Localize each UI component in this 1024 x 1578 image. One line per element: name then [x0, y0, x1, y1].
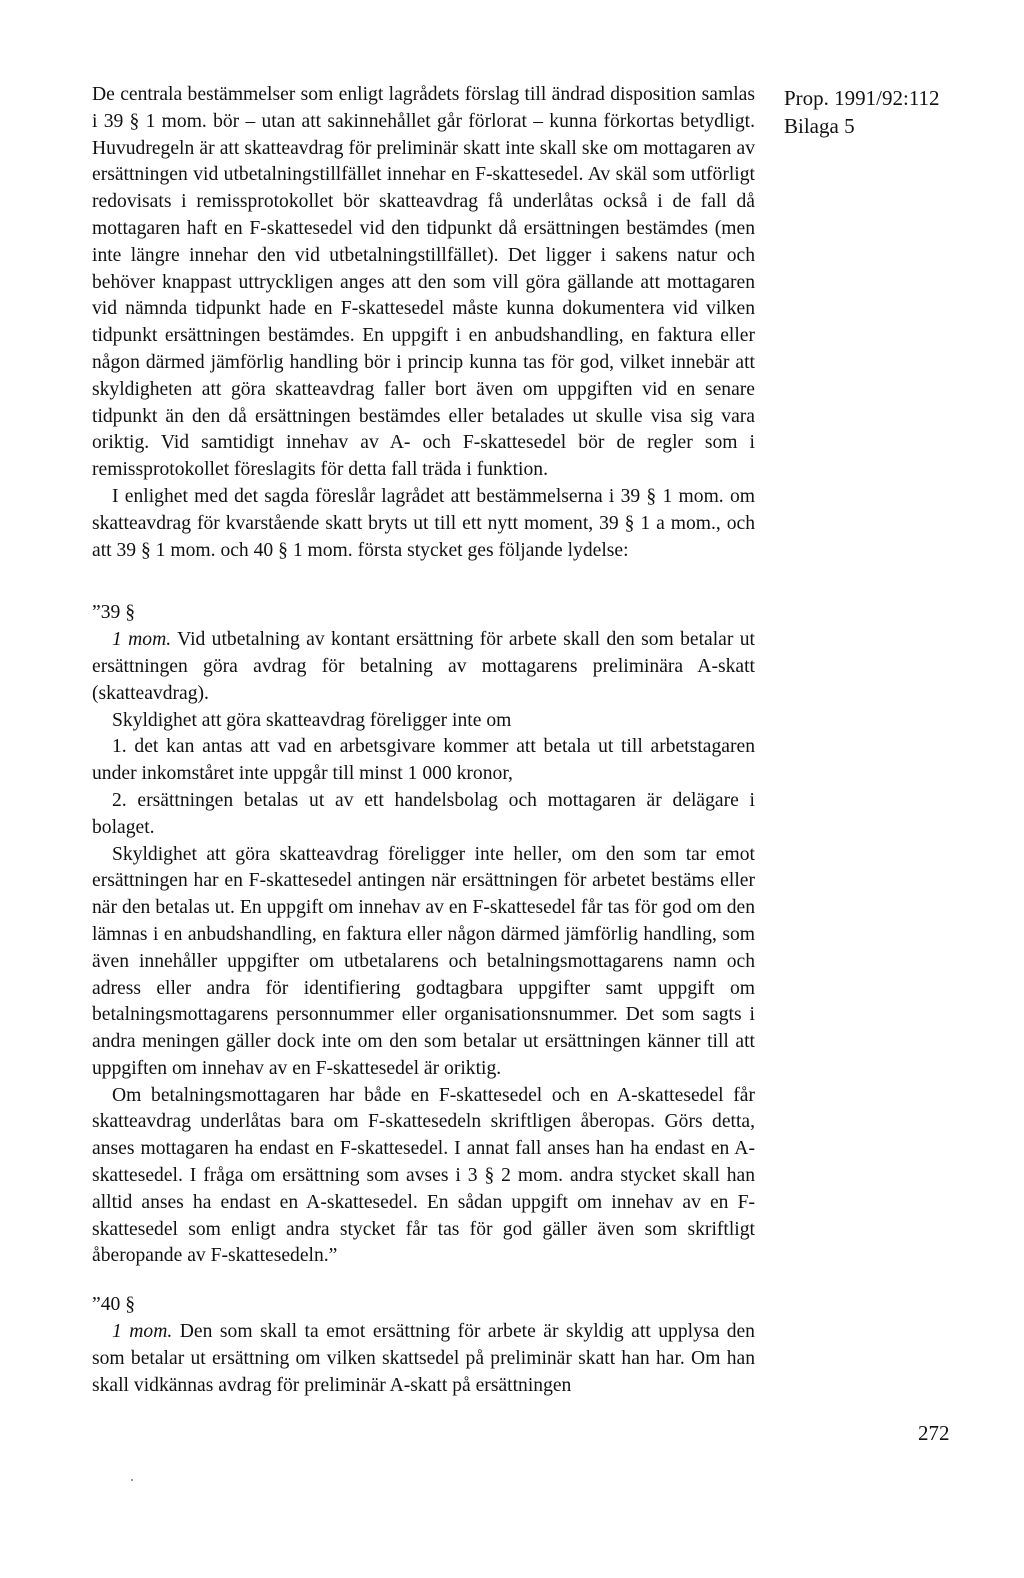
quote39-paragraph-3: Skyldighet att göra skatteavdrag föreligger inte heller, om den som tar emot ersättningen har en F-skattesedel antingen när ersättningen för arbetet bestäms eller när den betalas ut. En uppgift om innehav av en F-skattesedel får tas för god om den lämnas i en anbudshandling, en faktura eller någon därmed jämförlig handling, som även innehåller uppgifter om utbetalarens och betalningsmottagarens namn och adress eller andra för identifiering godtagbara uppgifter samt uppgift om betalningsmottagarens personnummer eller organisationsnummer. Det som sagts i andra meningen gäller dock inte om den som betalar ut ersättningen känner till att uppgiften om innehav av en F-skattesedel är oriktig.: [92, 843, 755, 1079]
scan-speck: [130, 1478, 134, 1482]
section-heading-39: ”39 §: [92, 602, 135, 624]
body-paragraph-2: I enlighet med det sagda föreslår lagrådet att bestämmelserna i 39 § 1 mom. om skatteavdrag för kvarstående skatt bryts ut till ett nytt moment, 39 § 1 a mom., och att 39 § 1 mom. och 40 § 1 mom. första stycket ges följande lydelse:: [92, 485, 755, 561]
quoted-section-40: [92, 1292, 755, 1399]
quote39-paragraph-1-text: Vid utbetalning av kontant ersättning för arbete skall den som betalar ut ersättningen göra avdrag för betalning av mottagarens preliminära A-skatt (skatteavdrag).: [92, 629, 755, 704]
quote39-paragraph-2: Skyldighet att göra skatteavdrag föreligger inte om: [112, 709, 512, 731]
proposition-number: Prop. 1991/92:112: [784, 86, 940, 110]
quote39-paragraph-4: Om betalningsmottagaren har både en F-skattesedel och en A-skattesedel får skatteavdrag underlåtas bara om F-skattesedeln skriftligen åberopas. Görs detta, anses mottagaren ha endast en F-skattesedel. I annat fall anses han ha endast en A-skattesedel. I fråga om ersättning som avses i 3 § 2 mom. andra stycket skall han alltid anses ha endast en A-skattesedel. En sådan uppgift om innehav av en F-skattesedel som enligt andra stycket får tas för god gäller även som skriftligt åberopande av F-skattesedeln.”: [92, 1084, 755, 1267]
document-reference: [784, 84, 940, 140]
section-heading-40: ”40 §: [92, 1294, 135, 1316]
page-number: 272: [918, 1421, 950, 1445]
quote39-paragraph-1: [92, 627, 755, 707]
mom-label: 1 mom.: [112, 1321, 173, 1343]
quote40-paragraph-1-text: Den som skall ta emot ersättning för arbete är skyldig att upplysa den som betalar ut ersättning om vilken skattsedel på preliminär skatt han har. Om han skall vidkännas avdrag för preliminär A-skatt på ersättningen: [92, 1321, 755, 1396]
quote39-list-item-1: 1. det kan antas att vad en arbetsgivare kommer att betala ut till arbetstagaren under inkomståret inte uppgår till minst 1 000 kronor,: [92, 736, 755, 785]
main-text-column: [92, 82, 755, 1399]
appendix-label: Bilaga 5: [784, 114, 855, 138]
body-paragraph-1: De centrala bestämmelser som enligt lagrådets förslag till ändrad disposition samlas i 39 § 1 mom. bör – utan att sakinnehållet går förlorat – kunna förkortas betydligt. Huvudregeln är att skatteavdrag för preliminär skatt inte skall ske om mottagaren av ersättningen vid utbetalningstillfället innehar en F-skattesedel. Av skäl som utförligt redovisats i remissprotokollet bör skatteavdrag få underlåtas också i de fall då mottagaren haft en F-skattesedel vid den tidpunkt då ersättningen bestämdes (men inte längre innehar den vid utbetalningstillfället). Det ligger i sakens natur och behöver knappast uttryckligen anges att den som vill göra gällande att mottagaren vid nämnda tidpunkt hade en F-skattesedel måste kunna dokumentera vid vilken tidpunkt ersättningen bestämdes. En uppgift i en anbudshandling, en faktura eller någon därmed jämförlig handling bör i princip kunna tas för god, vilket innebär att skyldigheten att göra skatteavdrag faller bort även om uppgiften vid en senare tidpunkt än den då ersättningen bestämdes eller betalades ut skulle visa sig vara oriktig. Vid samtidigt innehav av A- och F-skattesedel bör de regler som i remissprotokollet föreslagits för detta fall träda i funktion.: [92, 84, 755, 481]
mom-label: 1 mom.: [112, 629, 172, 651]
quote39-list-item-2: 2. ersättningen betalas ut av ett handelsbolag och mottagaren är delägare i bolaget.: [92, 789, 755, 838]
quoted-section-39: [92, 600, 755, 1270]
quote40-paragraph-1: [92, 1319, 755, 1399]
